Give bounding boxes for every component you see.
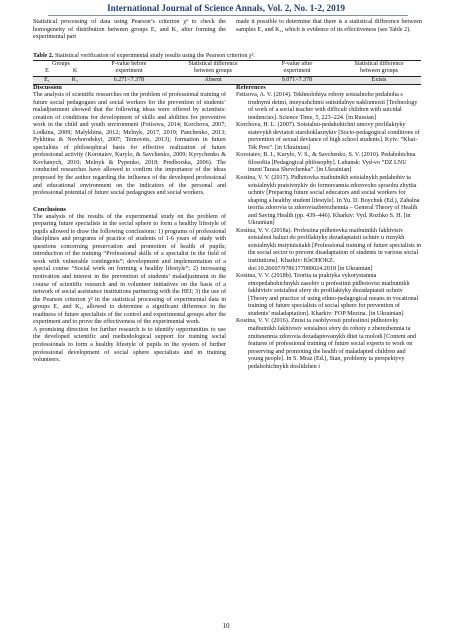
left-column — [33, 84, 226, 365]
th-pvalue-after: P-value after — [257, 61, 337, 69]
th-between-after: between groups — [337, 68, 421, 76]
intro-left-text: Statistical processing of data using Pearson’s criterion χ² to check the homogeneity of distribution between groups E₁ and K₁ after forming the experimental part — [33, 19, 226, 41]
discussion-text: The analysis of scientific researches on the problem of professional training of future social pedagogues and social workers for the prevention of students’ maladjustment showed that the following ideas were offered by scientists: creation of conditions for development of skills and abilities for preventive work in the child and youth environment (Fetisova, 2014; Korchova, 2007; Lodkina, 2009; Malykhina, 2012; Melnyk, 2017, 2019; Panchenko, 2013; Pykhtina & Novhorodskyi, 2007; Ternovets, 2013); formation in future specialists of philosophical basis for effective realization of future professional activity (Korotaiev, Kurylo, & Savchenko, 2009; Kyrychenko & Kovhanych, 2010; Melnyk & Pypenko, 2018; Predborska, 2006). The conducted researches have allowed to confirm the importance of the ideas proposed by the author regarding the influence of the developed professional and educational environment on the indicators of the personal and professional potential of future social pedagogues and social workers. — [33, 92, 226, 197]
th-experiment-before: experiment — [89, 68, 169, 76]
conclusions-text-1: The analysis of the results of the experimental study on the problem of preparing future specialists in the social sphere to form a healthy lifestyle of pupils allowed to draw the following conclusions: 1) programs of professional disciplines and programs of practice of students of 1-6 years of study with questions concerning preservation and promotion of health of pupils; introduction of the training “Professional skills of a specialist in the field of work with vulnerable contingents”; development and implementation of a special course “Social work on forming a healthy lifestyle”; 2) increasing motivation and interest in the prevention of students’ maladjustment in the course of scientific research and in volunteer initiatives on the basis of a network of social assistance institutions partnering with the HEI; 3) the use of the Pearson criterion χ² in the statistical processing of experimental data in groups E₁ and K₁, allowed to determine a significant difference in the readiness of future specialists of the control and experimental groups after the experiment and to prove the effectiveness of the experimental work. — [33, 213, 226, 326]
intro-right — [236, 19, 422, 34]
journal-title: International Journal of Science Annals, Vol. 2, No. 1-2, 2019 — [107, 3, 345, 13]
reference-item: Kostina, V. V. (2017). Pidhotovka maibutnikh sotsialnykh pedahohiv ta sotsialnykh pratsivnykiv do formuvannia zdorovoho sposobu zhyttia uchniv [Preparing future social educators and social workers for shaping a healthy student lifestyle]. In Yu. D. Boychuk (Ed.), Zahalna teoriia zdorovia ta zdoroviazberezhennia – General Theory of Health and Saving Health (pp. 439–446). Kharkiv: Vyd. Rozhko S. H. [in Ukrainian] — [236, 175, 420, 227]
th-e: E — [33, 68, 61, 76]
right-column — [236, 84, 422, 371]
reference-item: Kostina, V. V. (2018b). Teoriia ta praktyka vykorystannia etnopedahohichnykh zasobiv u profesiinii pidhotovtsi maibutnikh fakhivtsiv sotsialnoi sfery do profilaktyky dezadaptatsii uchniv [Theory and practice of using ethno-pedagogical means in vocational training of future specialists of social sphere for prevention of students’ maladaptation]. Kharkiv: FOP Mezina. [in Ukrainian] — [236, 273, 419, 317]
cell-after: 9.071>7.378 — [257, 76, 337, 84]
intro-left — [33, 19, 226, 42]
table-header-row-1 — [33, 61, 421, 69]
cell-e: E₁ — [33, 76, 61, 84]
cell-diff-before: Absent — [169, 76, 257, 84]
table-header-row-2 — [33, 68, 421, 76]
reference-item: Kostina, V. V. (2016). Zmist ta osoblyvosti profesiinoi pidhotovky maibutnikh fakhivtsiv sotsialnoi sfery do roboty z zberezhennia ta zmitsnennia zdorovia dezadaptovanykh ditei ta molodi [Content and features of professional training of future social experts to work on preserving and promoting the health of maladapted children and young people]. In S. Mraz (Ed.), Stan, problemy ta perspektyvy pedahohichnykh doslidzhen i — [236, 318, 416, 370]
cell-diff-after: Exists — [337, 76, 421, 84]
cell-k: K₁ — [61, 76, 89, 84]
discussion-heading: Discussion — [33, 84, 62, 91]
results-table — [33, 60, 421, 85]
references-heading: References — [236, 84, 266, 91]
th-experiment-after: experiment — [257, 68, 337, 76]
table-label: Table 2. — [33, 53, 54, 59]
reference-item: Kostina, V. V. (2018a). Profesiina pidhotovka maibutnikh fakhivtsiv sotsialnoi haluzi do profilaktyky dezadaptatsii uchniv u riznykh sotsialnykh instytutsiiakh [Professional training of future specialists in the social sector to prevent disadaptation of students in various social institutions]. Kharkiv: KhOHOKZ. doi:10.26697/9786177089024.2018 [in Ukrainian] — [236, 227, 422, 272]
th-stat-diff-after: Statistical difference — [337, 61, 421, 69]
table-caption-text: Statistical verification of experimental study results using the Pearson criterion χ². — [53, 53, 255, 59]
th-between-before: between groups — [169, 68, 257, 76]
header-rule — [48, 15, 408, 16]
th-stat-diff-before: Statistical difference — [169, 61, 257, 69]
page-number: 10 — [222, 622, 230, 630]
reference-item: Korchova, H. L. (2007). Sotsialno-pedahohichni umovy profilaktyky statevykh deviatsii starshoklasnykiv [Socio-pedagogical conditions of prevention of sexual deviance of high school students]. Kyiv: “Khai-Tek Pres”. [in Ukrainian] — [236, 122, 420, 151]
th-groups: Groups — [33, 61, 89, 69]
th-k: K — [61, 68, 89, 76]
conclusions-text-2: A promising direction for further research is to identify opportunities to use the developed scientific and methodological support for training social professionals to form a healthy lifestyle of pupils in the system of further professional development of social sphere specialists and in training volunteers. — [33, 326, 226, 364]
reference-item: Fetisova, A. V. (2014). Tekhnolohiya roboty sotsialnoho pedahoha s trudnymi detmi, imeyushchimi suitsidalnye naklonnosti [Technology of work of a social teacher with difficult children with suicidal tendencies]. Science Time, 5, 223–224. [in Russian] — [236, 92, 418, 121]
th-pvalue-before: P-value before — [89, 61, 169, 69]
cell-before: 6.271<7.378 — [89, 76, 169, 84]
reference-item: Korotaiev, B. I., Kurylo, V. S., & Savchenko, S. V. (2010). Pedahohichna filosofiia [Pedagogical philosophy]. Luhansk: Vyd-vo “DZ LNU imeni Tarasa Shevchenka”. [in Ukrainian] — [236, 152, 416, 174]
intro-right-text: made it possible to determine that there is a statistical difference between samples E₁ and K₁, which is evidence of its effectiveness (see Table 2). — [236, 19, 422, 33]
conclusions-heading: Conclusions — [33, 205, 67, 213]
